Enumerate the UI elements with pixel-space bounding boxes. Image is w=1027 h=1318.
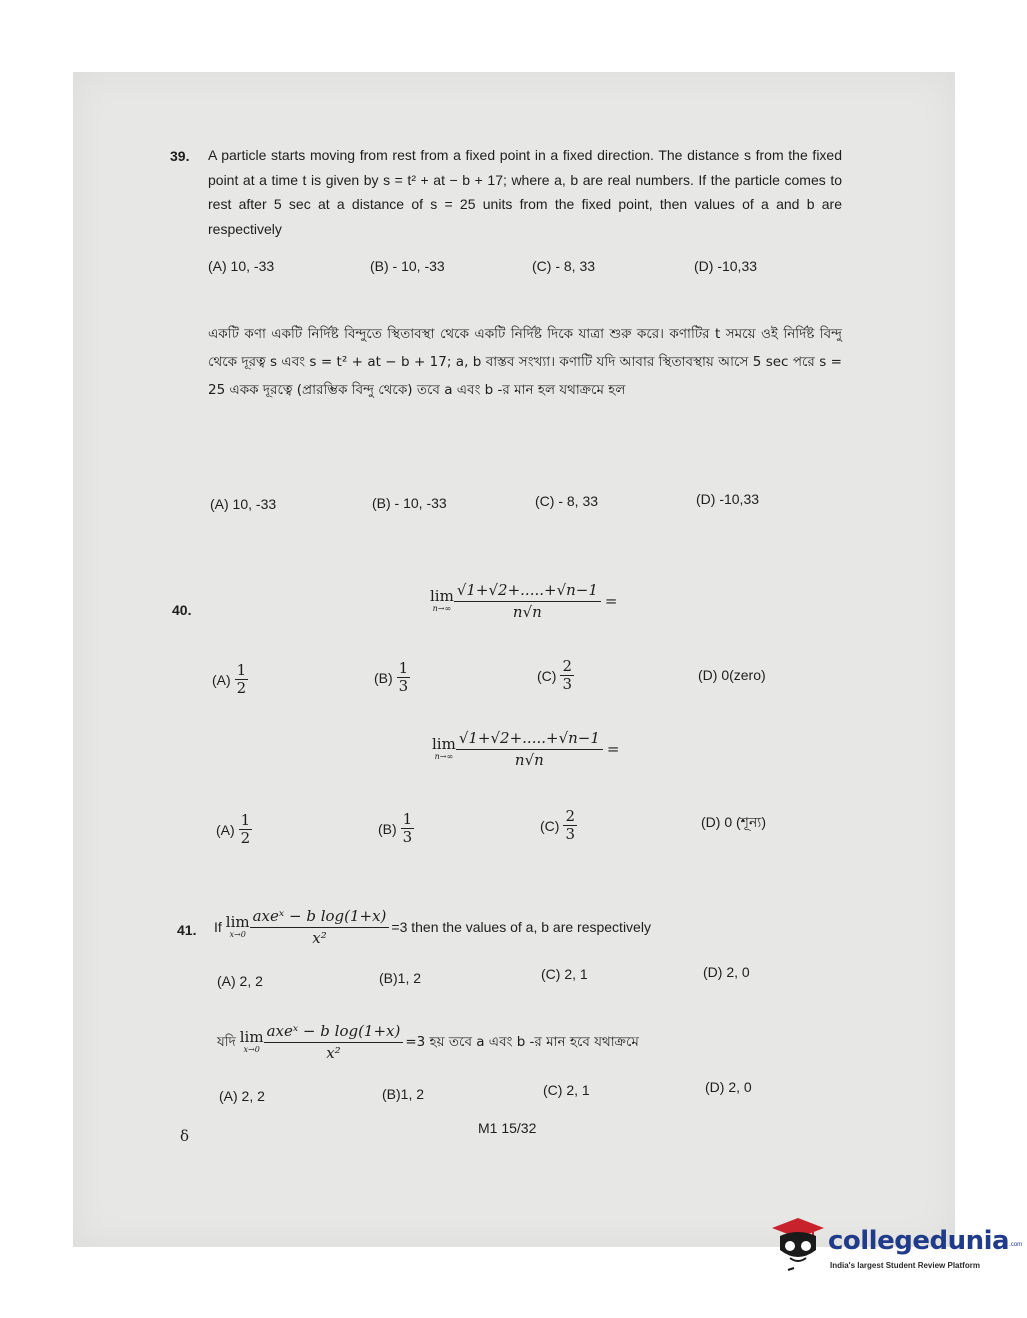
q40-option-b-label-bn: (B) [378, 820, 397, 837]
q41-fraction-bn [264, 1021, 404, 1063]
q40-option-b-label: (B) [374, 669, 393, 686]
q40-option-a-den-bn: 2 [240, 829, 251, 847]
q40-limit-expression-bn [432, 728, 620, 770]
q40-option-b-fraction [397, 660, 411, 695]
q41-lim [226, 914, 250, 940]
q41-option-a-bn: (A) 2, 2 [219, 1088, 265, 1104]
q39-option-b-bn: (B) - 10, -33 [372, 495, 447, 511]
q40-option-b-num-bn: 1 [402, 810, 413, 828]
q40-option-a-den: 2 [236, 679, 247, 697]
q40-option-a-label-bn: (A) [216, 821, 235, 838]
q39-text-en: A particle starts moving from rest from a fixed point in a fixed direction. The distance s from the fixed point at a time t is given by s = t² + at − b + 17; where a, b are real numbers. If the particle comes to rest after 5 sec at a distance of s = 25 units from the fixed point, then values of a and b are respectively [208, 147, 842, 237]
q40-option-c-den-bn: 3 [565, 825, 575, 843]
q40-option-a-num-bn: 1 [240, 811, 251, 829]
q40-numerator-bn: √1+√2+.....+√n−1 [456, 728, 603, 750]
q40-fraction [454, 580, 601, 622]
q41-fraction [250, 906, 390, 948]
q41-lim-word: lim [225, 913, 250, 931]
q41-option-c-bn: (C) 2, 1 [543, 1082, 590, 1098]
q41-if-word: If [214, 919, 222, 935]
q41-rhs-en: =3 then the values of a, b are respectively [391, 919, 651, 935]
q40-option-c-label: (C) [537, 667, 557, 684]
q40-lim [430, 588, 454, 614]
q40-option-b-den: 3 [398, 677, 409, 695]
q41-option-d-bn: (D) 2, 0 [705, 1079, 752, 1095]
q40-option-d-en: (D) 0(zero) [698, 667, 766, 683]
q41-option-d-en: (D) 2, 0 [703, 964, 750, 980]
q41-lim-bn [240, 1029, 264, 1055]
q39-option-c-bn: (C) - 8, 33 [535, 493, 599, 509]
q40-lim-word-bn: lim [432, 735, 456, 753]
q40-lim-sub-bn: n→∞ [434, 752, 454, 761]
q40-option-a-fraction [235, 662, 249, 697]
q40-option-c-den: 3 [562, 675, 572, 693]
q39-number: 39. [170, 148, 190, 164]
q40-option-a-num: 1 [236, 661, 247, 679]
q39-option-d-en: (D) -10,33 [694, 258, 758, 274]
q41-lim-word-bn: lim [239, 1028, 264, 1046]
q40-option-b-en [374, 660, 410, 695]
q40-option-d-bn: (D) 0 (শূন্য) [701, 814, 767, 830]
q39-option-d-bn: (D) -10,33 [696, 491, 760, 507]
q40-option-c-fraction-bn [563, 808, 577, 843]
q41-lim-sub-bn: x→0 [243, 1045, 260, 1054]
q39-option-c-en: (C) - 8, 33 [532, 258, 596, 274]
q39-option-b-en: (B) - 10, -33 [370, 258, 445, 274]
q41-option-a-en: (A) 2, 2 [217, 973, 263, 989]
q40-option-c-fraction [560, 658, 574, 693]
q41-denominator: x² [312, 929, 327, 947]
q40-limit-expression-en [430, 580, 618, 622]
scanned-page [73, 72, 955, 1247]
q40-fraction-bn [456, 728, 603, 770]
q41-rhs-bn: =3 হয় তবে a এবং b -র মান হবে যথাক্রমে [405, 1033, 639, 1050]
q40-equals-bn: = [606, 740, 620, 758]
q40-equals: = [604, 592, 618, 610]
q41-option-c-en: (C) 2, 1 [541, 966, 588, 982]
q41-denominator-bn: x² [326, 1044, 341, 1062]
q40-option-a-bn [216, 812, 252, 847]
q40-option-c-num-bn: 2 [565, 807, 575, 825]
q39-text-bn: একটি কণা একটি নির্দিষ্ট বিন্দুতে স্থিতাবস্থা থেকে একটি নির্দিষ্ট দিকে যাত্রা শুরু করে। কণাটির t সময়ে ওই নির্দিষ্ট বিন্দু থেকে দূরত্ব s এবং s = t² + at − b + 17; a, b বাস্তব সংখ্যা। কণাটি যদি আবার স্থিতাবস্থায় আসে 5 sec পরে s = 25 একক দূরত্বে (প্রারম্ভিক বিন্দু থেকে) তবে a এবং b -র মান হল যথাক্রমে হল [208, 326, 842, 398]
q41-numerator-bn: axeˣ − b log(1+x) [264, 1021, 404, 1043]
footer-left-mark: δ [180, 1127, 190, 1145]
q40-option-c-bn [540, 808, 577, 843]
q40-denominator: n√n [512, 603, 542, 621]
brand-name-wrap [828, 1226, 1022, 1256]
q41-lim-sub: x→0 [229, 930, 246, 939]
q40-lim-bn [432, 736, 456, 762]
q40-option-b-num: 1 [398, 659, 409, 677]
q40-option-c-label-bn: (C) [540, 817, 560, 834]
brand-suffix: .com [1009, 1241, 1023, 1248]
q41-if-word-bn: যদি [217, 1033, 236, 1050]
q40-number: 40. [172, 602, 192, 618]
q40-option-b-bn [378, 811, 414, 846]
q41-numerator: axeˣ − b log(1+x) [250, 906, 390, 928]
q40-option-a-fraction-bn [239, 812, 253, 847]
graduate-avatar-icon [768, 1214, 826, 1274]
q41-expression-en [214, 906, 651, 948]
q40-option-a-en [212, 662, 248, 697]
q39-option-a-bn: (A) 10, -33 [210, 496, 277, 512]
collegedunia-logo-icon [768, 1214, 826, 1274]
footer-page-code: M1 15/32 [478, 1120, 537, 1136]
q40-option-b-fraction-bn [401, 811, 415, 846]
q40-option-c-num: 2 [562, 657, 572, 675]
q41-expression-bn [217, 1021, 639, 1063]
brand-name: collegedunia [828, 1226, 1010, 1256]
q41-option-b-bn: (B)1, 2 [382, 1086, 425, 1102]
q39-option-a-en: (A) 10, -33 [208, 258, 275, 274]
q40-numerator: √1+√2+.....+√n−1 [454, 580, 601, 602]
q40-lim-sub: n→∞ [432, 604, 452, 613]
q40-lim-word: lim [430, 587, 454, 605]
q40-option-a-label: (A) [212, 671, 231, 688]
q40-denominator-bn: n√n [514, 751, 544, 769]
q41-option-b-en: (B)1, 2 [379, 970, 422, 986]
q41-number: 41. [177, 922, 197, 938]
q40-option-c-en [537, 658, 574, 693]
brand-tagline: India's largest Student Review Platform [830, 1261, 980, 1270]
q40-option-b-den-bn: 3 [402, 828, 413, 846]
